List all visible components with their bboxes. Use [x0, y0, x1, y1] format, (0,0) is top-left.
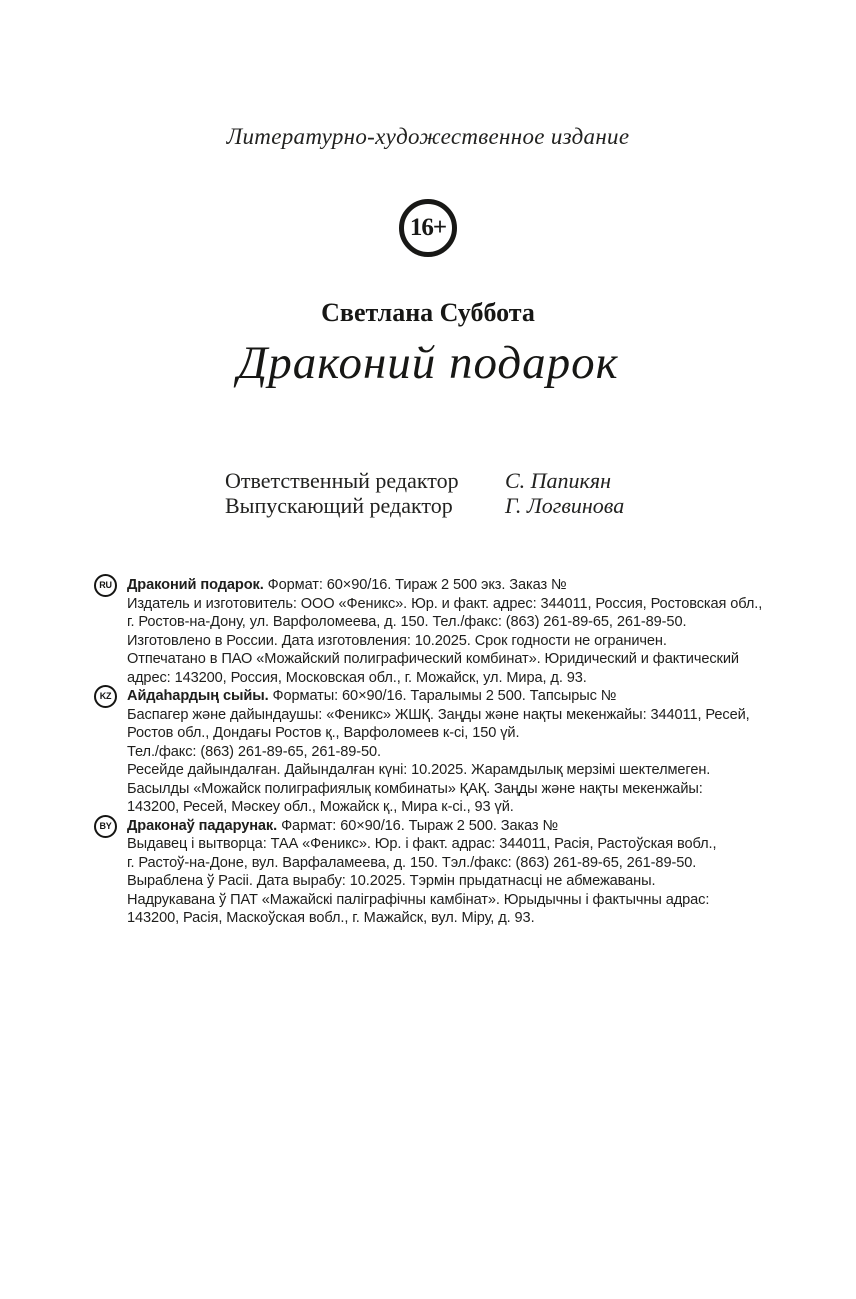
country-badge-ru: RU: [94, 574, 117, 597]
imprint-block-title-line: [127, 687, 762, 706]
imprint-line: 143200, Ресей, Мәскеу обл., Можайск қ., Мира к-сі., 93 үй.: [127, 799, 514, 815]
imprint-line: Отпечатано в ПАО «Можайский полиграфический комбинат». Юридический и фактический: [127, 651, 739, 667]
age-rating-label: 16+: [409, 214, 447, 241]
imprint-block-title-line: [127, 576, 762, 595]
editor-name: Г. Логвинова: [505, 493, 625, 518]
editor-row: [225, 468, 624, 493]
imprint-section: [99, 576, 763, 928]
imprint-line: Издатель и изготовитель: ООО «Феникс». Юр. и факт. адрес: 344011, Россия, Ростовская обл.,: [127, 595, 763, 612]
imprint-line: Ресейде дайындалған. Дайындалған күні: 10.2025. Жарамдылық мерзімі шектелмеген.: [127, 762, 711, 778]
country-badge-kz: KZ: [94, 685, 117, 708]
imprint-line: 143200, Расія, Маскоўская вобл., г. Мажайск, вул. Міру, д. 93.: [127, 910, 535, 926]
imprint-line: Баспагер және дайындаушы: «Феникс» ЖШҚ. Заңды және нақты мекенжайы: 344011, Ресей,: [127, 706, 750, 723]
imprint-block-title: Драконий подарок.: [127, 577, 264, 593]
imprint-line: адрес: 143200, Россия, Московская обл., г. Можайск, ул. Мира, д. 93.: [127, 669, 587, 686]
imprint-block-ru: [99, 576, 763, 687]
imprint-line: Выраблена ў Расіі. Дата вырабу: 10.2025. Тэрмін прыдатнасці не абмежаваны.: [127, 873, 656, 889]
imprint-block-title-line: [127, 817, 762, 836]
imprint-block-title-rest: Форматы: 60×90/16. Таралымы 2 500. Тапсырыс №: [268, 688, 617, 704]
editors-table: [225, 468, 624, 518]
country-badge-by: BY: [94, 815, 117, 838]
imprint-block-title-rest: Формат: 60×90/16. Тираж 2 500 экз. Заказ №: [263, 577, 567, 593]
author-name: Светлана Суббота: [321, 298, 535, 327]
edition-type-label: Литературно-художественное издание: [226, 124, 630, 149]
imprint-line: Изготовлено в России. Дата изготовления: 10.2025. Срок годности не ограничен.: [127, 632, 667, 649]
imprint-line: Надрукавана ў ПАТ «Мажайскі паліграфічны камбінат». Юрыдычны і фактычны адрас:: [127, 891, 710, 908]
imprint-line: г. Растоў-на-Доне, вул. Варфаламеева, д. 150. Тэл./факс: (863) 261-89-65, 261-89-50.: [127, 854, 697, 871]
age-rating-badge: [399, 199, 457, 257]
imprint-block-kz: [99, 687, 762, 817]
imprint-line: г. Ростов-на-Дону, ул. Варфоломеева, д. 150. Тел./факс: (863) 261-89-65, 261-89-50.: [127, 614, 687, 630]
imprint-block-by: [99, 817, 762, 928]
editor-role: Выпускающий редактор: [225, 493, 453, 518]
imprint-line: Басылды «Можайск полиграфиялық комбинаты» ҚАҚ. Заңды және нақты мекенжайы:: [127, 780, 703, 797]
imprint-block-title: Айдаһардың сыйы.: [127, 688, 269, 704]
imprint-line: Ростов обл., Дондағы Ростов қ., Варфоломеев к-сі, 150 үй.: [127, 725, 520, 741]
editor-row: [225, 493, 624, 518]
book-title: Драконий подарок: [237, 337, 619, 389]
editor-name: С. Папикян: [505, 468, 611, 493]
imprint-line: Выдавец і вытворца: ТАА «Феникс». Юр. і факт. адрас: 344011, Расія, Растоўская вобл.,: [127, 836, 717, 852]
imprint-block-title: Драконаў падарунак.: [127, 817, 278, 834]
imprint-line: Тел./факс: (863) 261-89-65, 261-89-50.: [127, 743, 381, 760]
imprint-block-title-rest: Фармат: 60×90/16. Тыраж 2 500. Заказ №: [277, 817, 559, 834]
editor-role: Ответственный редактор: [225, 468, 459, 493]
